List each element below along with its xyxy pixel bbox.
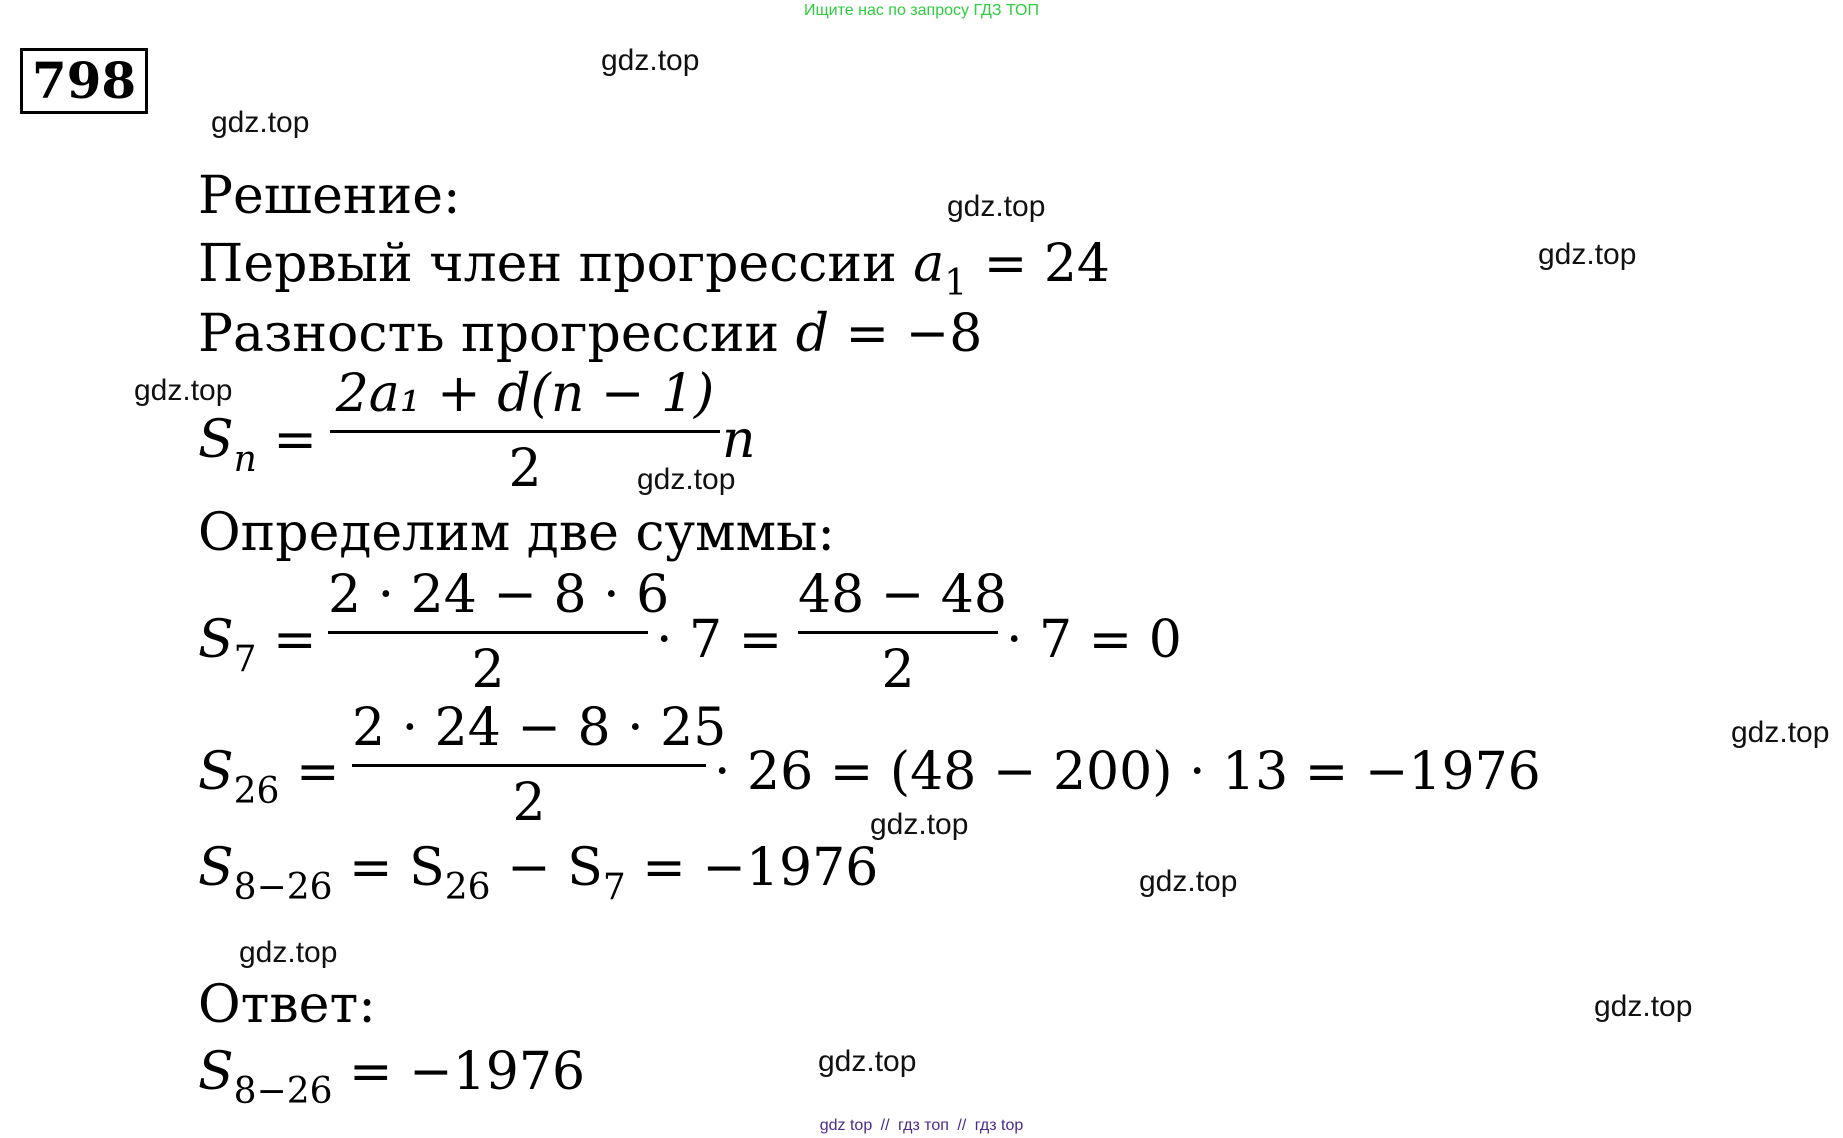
answer-line bbox=[198, 1042, 585, 1122]
watermark: gdz.top bbox=[601, 44, 700, 77]
watermark: gdz.top bbox=[1139, 865, 1238, 898]
s826-minus: − S bbox=[490, 838, 603, 898]
s826-tail: = −1976 bbox=[625, 838, 879, 898]
s26-symbol: S bbox=[198, 742, 234, 802]
difference-text: Разность прогрессии bbox=[198, 304, 796, 364]
watermark: gdz.top bbox=[211, 106, 310, 139]
footer-link-3[interactable]: гдз top bbox=[974, 1117, 1024, 1134]
equals-sign: = bbox=[279, 742, 340, 802]
s7-fraction-2 bbox=[798, 565, 1007, 700]
fraction-numerator: 2 · 24 − 8 · 6 bbox=[328, 565, 670, 625]
s826-eq1: = S bbox=[332, 838, 445, 898]
s7-tail: · 7 = 0 bbox=[1006, 610, 1182, 670]
sum-formula-lhs bbox=[198, 410, 317, 490]
fraction-bar bbox=[330, 430, 720, 433]
footer-link-2[interactable]: гдз топ bbox=[898, 1117, 949, 1134]
watermark: gdz.top bbox=[870, 808, 969, 841]
s826-subscript: 8−26 bbox=[233, 867, 333, 908]
sum-formula-tail: n bbox=[722, 410, 756, 470]
sum-formula-fraction bbox=[330, 364, 720, 499]
difference-var: d bbox=[795, 304, 829, 364]
solution-label: Решение: bbox=[198, 166, 461, 226]
fraction-numerator: 2a₁ + d(n − 1) bbox=[335, 364, 715, 424]
watermark: gdz.top bbox=[239, 936, 338, 969]
s26-lhs bbox=[198, 742, 340, 822]
watermark: gdz.top bbox=[637, 463, 736, 496]
watermark: gdz.top bbox=[1731, 716, 1830, 749]
difference-value: = −8 bbox=[829, 304, 983, 364]
define-sums-label: Определим две суммы: bbox=[198, 503, 835, 563]
s826-symbol: S bbox=[198, 838, 234, 898]
s7-subscript: 7 bbox=[233, 639, 257, 680]
answer-value: = −1976 bbox=[332, 1042, 586, 1102]
footer-links bbox=[0, 1117, 1843, 1135]
watermark: gdz.top bbox=[947, 190, 1046, 223]
equals-sign: = bbox=[256, 610, 317, 670]
footer-link-1[interactable]: gdz top bbox=[819, 1117, 873, 1134]
fraction-numerator: 48 − 48 bbox=[798, 565, 1007, 625]
s826-subscript-3: 7 bbox=[602, 867, 626, 908]
first-term-value: = 24 bbox=[967, 234, 1110, 294]
footer-separator: // bbox=[880, 1117, 890, 1134]
answer-symbol: S bbox=[198, 1042, 234, 1102]
fraction-bar bbox=[328, 631, 648, 634]
difference-line bbox=[198, 304, 982, 364]
watermark: gdz.top bbox=[818, 1045, 917, 1078]
s826-subscript-2: 26 bbox=[444, 867, 491, 908]
fraction-denominator: 2 bbox=[471, 640, 505, 700]
fraction-bar bbox=[798, 631, 998, 634]
fraction-denominator: 2 bbox=[881, 640, 915, 700]
problem-number-box: 798 bbox=[20, 48, 148, 114]
watermark: gdz.top bbox=[1594, 990, 1693, 1023]
s7-lhs bbox=[198, 610, 317, 690]
fraction-denominator: 2 bbox=[512, 773, 546, 833]
s26-tail: · 26 = (48 − 200) · 13 = −1976 bbox=[714, 742, 1541, 802]
fraction-denominator: 2 bbox=[508, 439, 542, 499]
s7-mid: · 7 = bbox=[656, 610, 783, 670]
sum-subscript: n bbox=[233, 439, 257, 480]
first-term-line bbox=[198, 234, 1110, 314]
fraction-numerator: 2 · 24 − 8 · 25 bbox=[352, 698, 727, 758]
top-banner: Ищите нас по запросу ГДЗ ТОП bbox=[804, 2, 1039, 19]
sum-symbol: S bbox=[198, 410, 234, 470]
answer-label: Ответ: bbox=[198, 975, 376, 1035]
answer-subscript: 8−26 bbox=[233, 1071, 333, 1112]
watermark: gdz.top bbox=[134, 374, 233, 407]
s26-fraction bbox=[352, 698, 727, 833]
s26-subscript: 26 bbox=[233, 771, 280, 812]
fraction-bar bbox=[352, 764, 706, 767]
footer-separator: // bbox=[957, 1117, 967, 1134]
watermark: gdz.top bbox=[1538, 238, 1637, 271]
first-term-sub: 1 bbox=[944, 263, 968, 304]
s826-line bbox=[198, 838, 878, 918]
s7-fraction-1 bbox=[328, 565, 670, 700]
s7-symbol: S bbox=[198, 610, 234, 670]
first-term-text: Первый член прогрессии bbox=[198, 234, 914, 294]
equals-sign: = bbox=[256, 410, 317, 470]
first-term-var: a bbox=[913, 234, 945, 294]
